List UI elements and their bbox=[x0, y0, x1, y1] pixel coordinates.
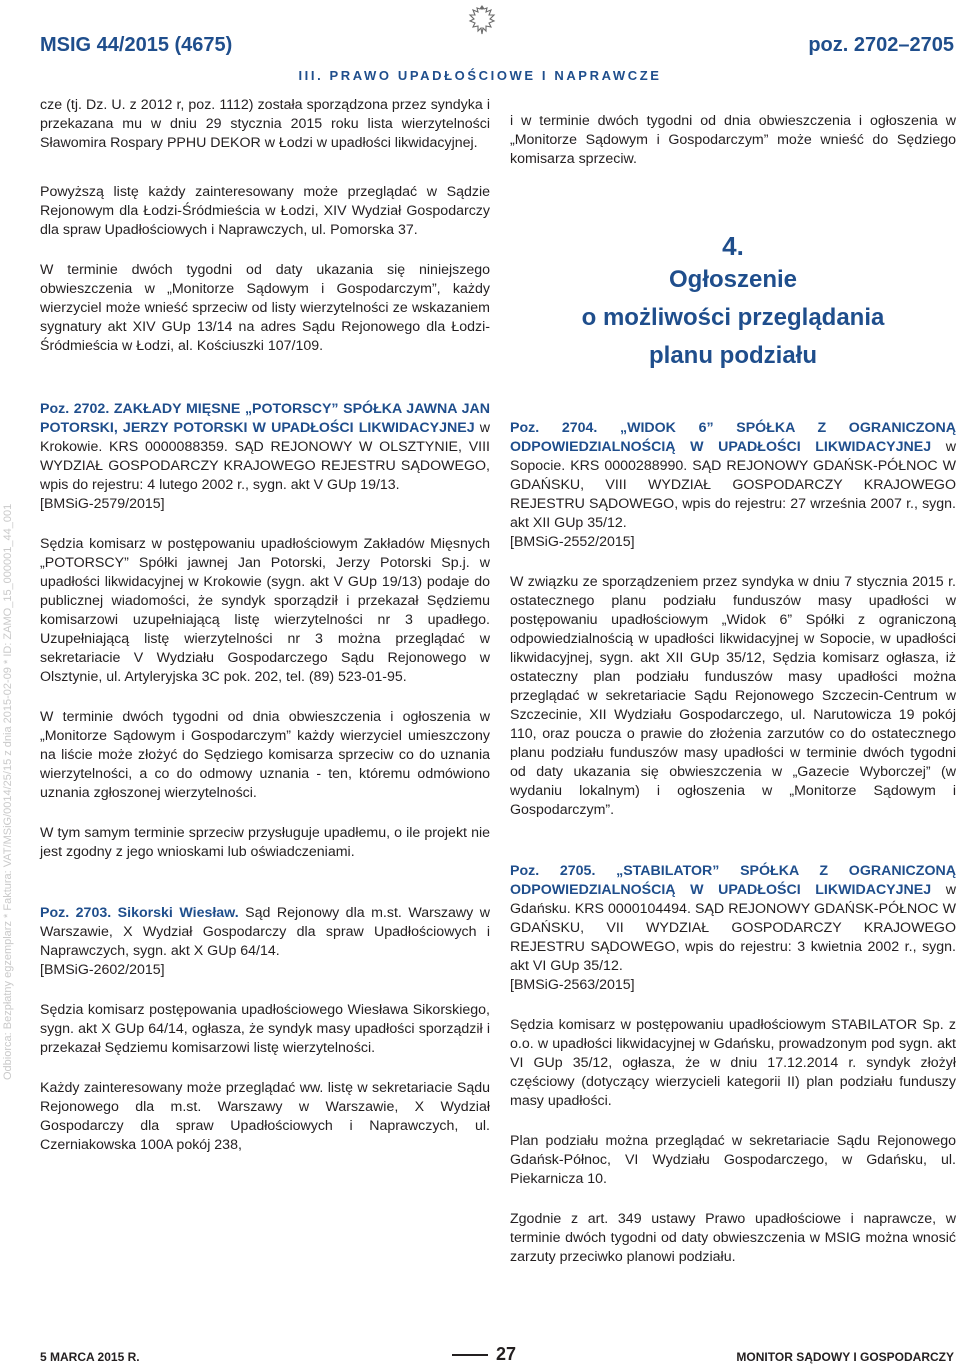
notice-heading: 4. Ogłoszenie o możliwości przeglądania planu podziału bbox=[581, 231, 885, 369]
paragraph: W związku ze sporządzeniem przez syndyka w dniu 7 stycznia 2015 r. ostatecznego planu podziału funduszów masy upadłości w postępowaniu upadłościowym „Widok 6” Spółki z ograniczoną odpowiedzialnością w upadłości likwidacyjnej w Sopocie, w upadłości likwidacyjnej, sygn. akt XII GUp 35/12, Sędzia komisarz ogłasza, iż ostateczny plan podziału funduszów masy upadłości można przeglądać w sekretariacie Sądu Rejonowego Szczecin-Centrum w Szczecinie, XII Wydziału Gospodarczego, ul. Narutowicza 19 pokój 110, oraz poucza o prawie do złożenia zarzutów co do ostatecznego planu podziału funduszów masy upadłości w terminie dwóch tygodni od daty ukazania się obwieszczenia w „Gazecie Wyborczej” (w wydaniu lokalnym) i ogłoszenia w „Monitorze Sądowym i Gospodarczym”. bbox=[510, 574, 956, 818]
paragraph: W terminie dwóch tygodni od daty ukazania się niniejszego obwieszczenia w „Monitorze Sądowym i Gospodarczym”, każdy wierzyciel może wnieść sprzeciw od listy wierzytelności ze wskazaniem sygnatury akt XIV GUp 13/14 na adres Sądu Rejonowego dla Łodzi-Śródmieścia w Łodzi, al. Kościuszki 107/109. bbox=[40, 262, 490, 354]
paragraph: Sędzia komisarz postępowania upadłościowego Wiesława Sikorskiego, sygn. akt X GUp 64/14, ogłasza, że syndyk masy upadłości sporządził i przekazał Sędziemu komisarzowi listę wierzytelności. bbox=[40, 1002, 490, 1056]
positions-range: poz. 2702–2705 bbox=[808, 34, 954, 56]
right-column bbox=[510, 96, 956, 1267]
page-number: 27 bbox=[0, 1344, 960, 1365]
reference-code: [BMSiG-2552/2015] bbox=[510, 534, 635, 550]
paragraph: W tym samym terminie sprzeciw przysługuje upadłemu, o ile projekt nie jest zgodny z jego wnioskami lub oświadczeniami. bbox=[40, 825, 490, 860]
section-title: III. PRAWO UPADŁOŚCIOWE I NAPRAWCZE bbox=[298, 68, 662, 83]
paragraph: W terminie dwóch tygodni od dnia obwieszczenia i ogłoszenia w „Monitorze Sądowym i Gospodarczym” każdy wierzyciel umieszczony na liście może złożyć do Sędziego komisarza sprzeciw co do uznania wierzytelności, a co do odmowy uznania - ten, któremu odmówiono uznania zgłoszonej wierzytelności. bbox=[40, 709, 490, 801]
paragraph: Każdy zainteresowany może przeglądać ww. listę w sekretariacie Sądu Rejonowego dla m.st. Warszawy w Warszawie, X Wydział Gospodarczy dla spraw Upadłościowych i Naprawczych, ul. Czerniakowska 100A pokój 238, bbox=[40, 1080, 490, 1153]
recipient-watermark: Odbiorca: Bezpłatny egzemplarz * Faktura: VAT/MSiG/0014/25/15 z dnia 2015-02-09 * ID: ZAMO_15_000001_44_001 bbox=[2, 503, 14, 1080]
paragraph: Zgodnie z art. 349 ustawy Prawo upadłościowe i naprawcze, w terminie dwóch tygodni od daty obwieszczenia w MSIG można wnosić zarzuty przeciwko planowi podziału. bbox=[510, 1211, 956, 1265]
publication-name: MONITOR SĄDOWY I GOSPODARCZY bbox=[736, 1350, 954, 1364]
left-column bbox=[40, 96, 490, 1155]
paragraph: Plan podziału można przeglądać w sekretariacie Sądu Rejonowego Gdańsk-Północ, VI Wydziału Gospodarczego, w Gdańsku, ul. Piekarnicza 10. bbox=[510, 1133, 956, 1187]
reference-code: [BMSiG-2563/2015] bbox=[510, 977, 635, 993]
page-header bbox=[0, 0, 960, 90]
issue-number: MSIG 44/2015 (4675) bbox=[40, 34, 233, 56]
entry-heading-2702: Poz. 2702. ZAKŁADY MIĘSNE „POTORSCY” SPÓŁKA JAWNA JAN POTORSKI, JERZY POTORSKI W UPADŁOŚCI LIKWIDACYJNEJ w Krokowie. KRS 0000088359. SĄD REJONOWY W OLSZTYNIE, VIII WYDZIAŁ GOSPODARCZY KRAJOWEGO REJESTRU SĄDOWEGO, wpis do rejestru: 4 lutego 2002 r., sygn. akt V GUp 19/13. bbox=[40, 401, 491, 493]
entry-heading-2704: Poz. 2704. „WIDOK 6” SPÓŁKA Z OGRANICZONĄ ODPOWIEDZIALNOŚCIĄ W UPADŁOŚCI LIKWIDACYJNEJ w Sopocie. KRS 0000288990. SĄD REJONOWY GDAŃSK-PÓŁNOC W GDAŃSKU, VIII WYDZIAŁ GOSPODARCZY KRAJOWEGO REJESTRU SĄDOWEGO, wpis do rejestru: 27 września 2007 r., sygn. akt XII GUp 35/12. bbox=[510, 420, 957, 531]
entry-heading-2705: Poz. 2705. „STABILATOR” SPÓŁKA Z OGRANICZONĄ ODPOWIEDZIALNOŚCIĄ W UPADŁOŚCI LIKWIDACYJNEJ w Gdańsku. KRS 0000104494. SĄD REJONOWY GDAŃSK-PÓŁNOC W GDAŃSKU, VII WYDZIAŁ GOSPODARCZY KRAJOWEGO REJESTRU SĄDOWEGO, wpis do rejestru: 3 kwietnia 2002 r., sygn. akt VI GUp 35/12. bbox=[510, 863, 957, 974]
paragraph: Sędzia komisarz w postępowaniu upadłościowym Zakładów Mięsnych „POTORSCY” Spółki jawnej Jan Potorski, Jerzy Potorski Sp.j. w upadłości likwidacyjnej w Krokowie (sygn. akt V GUp 19/13) podaje do publicznej wiadomości, że syndyk sporządził i przekazał Sędziemu komisarzowi uzupełniającą listę wierzytelności nr 3 upadłego. Uzupełniającą listę wierzytelności nr 3 można przeglądać w sekretariacie V Wydziału Gospodarczego Sądu Rejonowego w Olsztynie, ul. Artyleryjska 3C pok. 202, tel. (89) 523-01-95. bbox=[40, 536, 490, 685]
paragraph: Powyższą listę każdy zainteresowany może przeglądać w Sądzie Rejonowym dla Łodzi-Śródmieścia w Łodzi, XIV Wydział Gospodarczy dla spraw Upadłościowych i Naprawczych, ul. Pomorska 37. bbox=[40, 184, 490, 238]
eagle-emblem-icon bbox=[466, 2, 498, 42]
entry-heading-2703: Poz. 2703. Sikorski Wiesław. Sąd Rejonowy dla m.st. Warszawy w Warszawie, X Wydział Gospodarczy dla spraw Upadłościowych i Naprawczych, sygn. akt X GUp 64/14. bbox=[40, 905, 490, 959]
paragraph: cze (tj. Dz. U. z 2012 r, poz. 1112) została sporządzona przez syndyka i przekazana mu w dniu 29 stycznia 2015 roku lista wierzytelności Sławomira Rospary PPHU DEKOR w Łodzi w upadłości likwidacyjnej. bbox=[40, 97, 490, 151]
paragraph: Sędzia komisarz w postępowaniu upadłościowym STABILATOR Sp. z o.o. w upadłości likwidacyjnej w Gdańsku, prowadzonym pod sygn. akt VI GUp 35/12, ogłasza, że w dniu 17.12.2014 r. syndyk złożył częściowy (dotyczący wierzycieli kategorii II) plan podziału funduszy masy upadłości. bbox=[510, 1017, 956, 1109]
page-footer bbox=[0, 1330, 960, 1368]
dash-decoration bbox=[452, 1354, 488, 1356]
paragraph: i w terminie dwóch tygodni od dnia obwieszczenia i ogłoszenia w „Monitorze Sądowym i Gospodarczym” może wnieść do Sędziego komisarza sprzeciw. bbox=[510, 113, 956, 167]
reference-code: [BMSiG-2579/2015] bbox=[40, 496, 165, 512]
reference-code: [BMSiG-2602/2015] bbox=[40, 962, 165, 978]
issue-date: 5 MARCA 2015 R. bbox=[40, 1350, 140, 1364]
